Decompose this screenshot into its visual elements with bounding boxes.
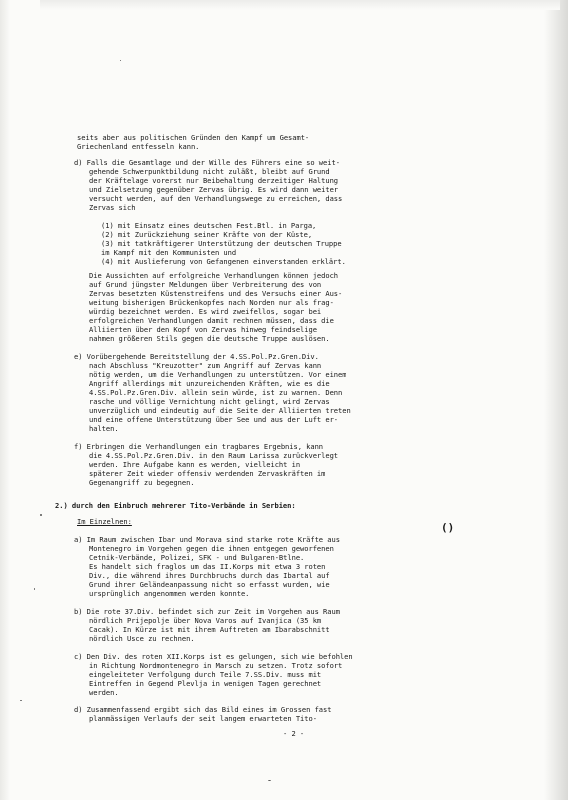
text-line: seits aber aus politischen Gründen den Kampf um Gesamt-	[77, 134, 310, 142]
text-line: die 4.SS.Pol.Pz.Gren.Div. in den Raum Larissa zurückverlegt	[89, 452, 339, 460]
text-line: f) Erbringen die Verhandlungen ein tragbares Ergebnis, kann	[74, 443, 324, 451]
scan-edge-right	[544, 0, 568, 800]
section-heading: 2.) durch den Einbruch mehrerer Tito-Verbände in Serbien:	[55, 502, 296, 510]
text-line: c) Den Div. des roten XII.Korps ist es gelungen, sich wie befohlen	[74, 653, 353, 661]
text-line: d) Zusammenfassend ergibt sich das Bild eines im Grossen fast	[74, 706, 332, 714]
text-line: Griechenland entfesseln kann.	[77, 143, 200, 151]
text-line: d) Falls die Gesamtlage und der Wille des Führers eine so weit-	[74, 159, 340, 167]
text-line: Div., die während ihres Durchbruchs durch das Ibartal auf	[89, 572, 330, 580]
text-line: im Kampf mit den Kommunisten und	[101, 249, 237, 257]
text-line: Grund ihrer Geländeanpassung nicht so erfasst wurden, wie	[89, 581, 330, 589]
text-line: werden. Ihre Aufgabe kann es werden, vielleicht in	[89, 461, 301, 469]
text-line: halten.	[89, 425, 119, 433]
text-line: späterer Zeit wieder offensiv werdenden Zervaskräften im	[89, 470, 326, 478]
text-line: Montenegro im Vorgehen gegen die ihnen entgegen geworfenen	[89, 545, 334, 553]
text-line: Zervas sich	[89, 204, 136, 212]
text-line: nördlich Usce zu rechnen.	[89, 635, 195, 643]
scan-speck	[40, 514, 42, 516]
text-line: e) Vorübergehende Bereitstellung der 4.SS.Pol.Pz.Gren.Div.	[74, 353, 319, 361]
sub-heading: Im Einzelnen:	[77, 518, 132, 526]
text-line: Gegenangriff zu begegnen.	[89, 479, 195, 487]
text-line: versucht werden, auf den Verhandlungswege zu erreichen, dass	[89, 195, 343, 203]
text-line: Cetnik-Verbände, Polizei, SFK - und Bulgaren-Btlne.	[89, 554, 305, 562]
margin-mark: ()	[441, 522, 455, 534]
scan-edge-left	[0, 0, 10, 800]
text-line: unverzüglich und eindeutig auf die Seite der Alliierten treten	[89, 407, 351, 415]
text-line: planmässigen Verlaufs der seit langem erwarteten Tito-	[89, 715, 317, 723]
text-line: Eintreffen in Gegend Plevlja in wenigen Tagen gerechnet	[89, 680, 322, 688]
text-line: der Kräftelage vorerst nur Beibehaltung derzeitiger Haltung	[89, 177, 339, 185]
text-line: (3) mit tatkräftigerer Unterstützung der deutschen Truppe	[101, 240, 342, 248]
text-line: nötig werden, um die Verhandlungen zu unterstützen. Vor einem	[89, 371, 347, 379]
text-line: in Richtung Nordmontenegro in Marsch zu setzen. Trotz sofort	[89, 662, 343, 670]
scan-speck	[34, 588, 35, 590]
text-line: Alliierten über den Kopf von Zervas hinweg feindselige	[89, 326, 317, 334]
text-line: Cacak). In Kürze ist mit ihrem Auftreten am Ibarabschnitt	[89, 626, 330, 634]
text-line: gehende Schwerpunktbildung nicht zuläßt, bleibt auf Grund	[89, 168, 330, 176]
text-line: (1) mit Einsatz eines deutschen Fest.Btl. in Parga,	[101, 222, 317, 230]
text-line: (2) mit Zurückziehung seiner Kräfte von der Küste,	[101, 231, 313, 239]
text-line: rasche und völlige Vernichtung nicht gelingt, wird Zervas	[89, 398, 330, 406]
text-line: ursprünglich angenommen werden konnte.	[89, 590, 250, 598]
text-line: Angriff allerdings mit unzureichenden Kräften, wie es die	[89, 380, 330, 388]
text-line: Zervas besetzten Küstenstreifens und des Versuchs einer Aus-	[89, 290, 343, 298]
text-line: und Zielsetzung gegenüber Zervas übrig. Es wird dann weiter	[89, 186, 339, 194]
text-line: und eine offene Unterstützung über See und aus der Luft er-	[89, 416, 339, 424]
scan-speck	[268, 780, 271, 781]
text-line: (4) mit Auslieferung von Gefangenen einverstanden erklärt.	[101, 258, 346, 266]
text-line: eingeleiteter Verfolgung durch Teile 7.SS.Div. muss mit	[89, 671, 322, 679]
scan-speck	[120, 60, 121, 61]
text-line: Die Aussichten auf erfolgreiche Verhandlungen können jedoch	[89, 272, 339, 280]
text-line: nördlich Prijepolje über Nova Varos auf Ivanjica (35 km	[89, 617, 322, 625]
text-line: a) Im Raum zwischen Ibar und Morava sind starke rote Kräfte aus	[74, 536, 340, 544]
text-line: werden.	[89, 689, 119, 697]
text-line: auf Grund jüngster Meldungen über Verbreiterung des von	[89, 281, 322, 289]
text-line: 4.SS.Pol.Pz.Gren.Div. allein sein würde, ist zu warnen. Denn	[89, 389, 343, 397]
text-line: nahmen größeren Stils gegen die deutsche Truppe auslösen.	[89, 335, 330, 343]
text-line: erfolgreichen Verhandlungen damit rechnen müssen, dass die	[89, 317, 334, 325]
text-line: würdig bezeichnet werden. Es wird zweifellos, sogar bei	[89, 308, 322, 316]
scan-top-shadow	[40, 0, 560, 10]
text-line: weitung bisherigen Brückenkopfes nach Norden nur als frag-	[89, 299, 334, 307]
text-line: Es handelt sich fraglos um das II.Korps mit etwa 3 roten	[89, 563, 326, 571]
page-number: - 2 -	[283, 730, 305, 738]
scan-speck	[20, 700, 22, 701]
text-line: nach Abschluss "Kreuzotter" zum Angriff auf Zervas kann	[89, 362, 322, 370]
text-line: b) Die rote 37.Div. befindet sich zur Zeit im Vorgehen aus Raum	[74, 608, 340, 616]
